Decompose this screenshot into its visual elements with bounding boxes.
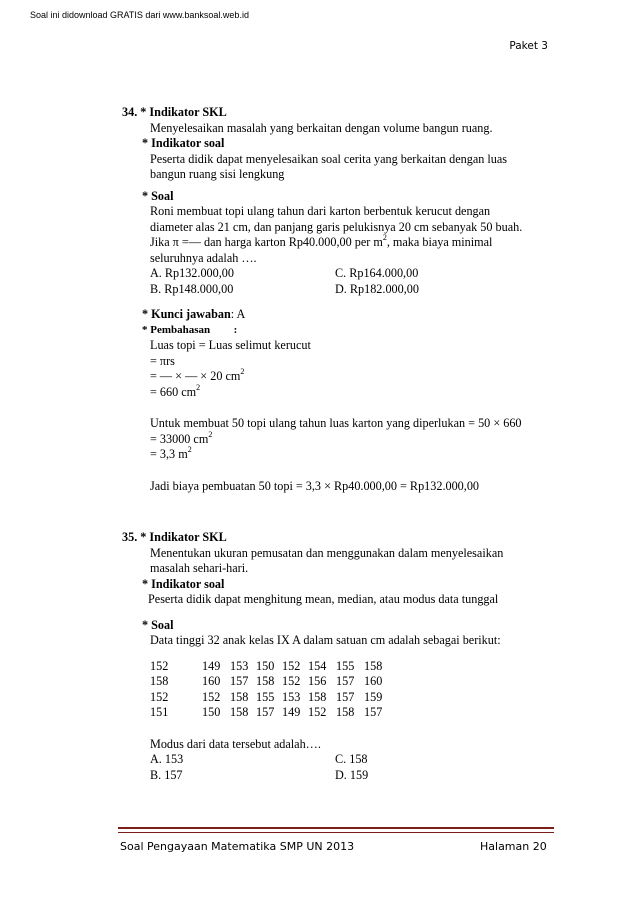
data-cell: 159 [364,689,383,704]
q34-soal-line-1: Roni membuat topi ulang tahun dari karton berbentuk kerucut dengan [150,204,491,218]
q35-skl-label: * Indikator SKL [140,530,227,544]
data-cell: 152 [150,658,169,673]
q35-indikator-text: Peserta didik dapat menghitung mean, median, atau modus data tunggal [148,592,499,606]
data-cell: 158 [364,658,383,673]
q34-skl-text: Menyelesaikan masalah yang berkaitan dengan volume bangun ruang. [150,120,493,135]
data-cell: 155 [256,689,275,704]
q34-p7-text: = 3,3 m [150,447,188,461]
q35-option-c: C. 158 [335,752,368,766]
q34-p4-text: = 660 cm [150,384,197,399]
q34-pembahasan [122,323,562,339]
data-cell: 152 [282,674,301,688]
q34-pembahasan-colon: : [233,323,238,336]
data-cell: 158 [230,689,249,704]
footer-page-number: Halaman 20 [480,840,547,853]
footer-title: Soal Pengayaan Matematika SMP UN 2013 [120,840,355,853]
data-cell: 150 [256,658,275,673]
q34-p3 [122,369,562,385]
data-cell: 158 [256,674,275,688]
q35-indikator-label: * Indikator soal [142,576,225,591]
data-cell: 153 [230,658,249,673]
footer-divider-thick [118,827,554,829]
q34-kunci [122,307,562,323]
data-row [122,705,562,721]
q34-option-b: B. Rp148.000,00 [150,281,234,296]
q35-options-row-2 [122,768,562,784]
data-cell: 157 [256,705,275,719]
q34-pembahasan-label: * Pembahasan [142,323,211,336]
data-cell: 160 [364,674,383,688]
q35-number: 35. [122,530,138,544]
data-cell: 158 [230,705,249,719]
q34-options-row-2 [122,282,562,298]
q34-p6-text: = 33000 cm [150,431,209,446]
q34-soal-line-3 [122,235,562,251]
q35-option-b: B. 157 [150,767,183,782]
data-cell: 154 [308,658,327,673]
q35-option-a: A. 153 [150,752,184,766]
q34-p3-text: = — × — × 20 cm [150,369,241,383]
data-cell: 149 [282,705,301,719]
q35-skl-text-2: masalah sehari-hari. [150,561,249,575]
q34-p4-sup: 2 [196,382,201,392]
q34-option-a: A. Rp132.000,00 [150,266,234,280]
data-cell: 158 [150,674,169,688]
data-cell: 158 [336,705,355,719]
q34-p2: = πrs [150,353,175,368]
q34-skl-label: * Indikator SKL [140,105,227,119]
q34-kunci-label: * Kunci jawaban [142,307,231,321]
data-cell: 152 [282,658,301,673]
q34-soal-line-4: seluruhnya adalah …. [150,250,257,265]
q34-option-d: D. Rp182.000,00 [335,281,419,296]
q35-skl-heading [122,530,562,546]
q34-p5: Untuk membuat 50 topi ulang tahun luas karton yang diperlukan = 50 × 660 [150,416,522,430]
q35-options-row-1 [122,752,562,768]
q34-p7-sup: 2 [187,445,192,454]
q34-skl-heading [122,105,562,121]
document-content [122,105,562,783]
q34-p3-sup: 2 [240,367,245,376]
q34-p4 [122,382,562,401]
q34-p6-sup: 2 [208,429,213,439]
data-row [122,674,562,690]
q34-p8: Jadi biaya pembuatan 50 topi = 3,3 × Rp40.000,00 = Rp132.000,00 [150,478,480,493]
q34-indikator-label: * Indikator soal [142,136,225,150]
data-row [122,659,562,675]
data-cell: 157 [364,705,383,719]
q34-soal-label: * Soal [142,188,174,203]
data-cell: 151 [150,705,169,719]
watermark-text: Soal ini didownload GRATIS dari www.banksoal.web.id [30,10,249,20]
data-cell: 160 [202,674,221,688]
data-cell: 157 [336,674,355,688]
q34-soal-line-3a: Jika π =— dan harga karton Rp40.000,00 per m [150,235,383,249]
data-cell: 156 [308,674,327,688]
data-cell: 153 [282,689,301,704]
data-cell: 152 [308,705,327,719]
q35-data-table [122,659,562,721]
q34-number: 34. [122,105,138,119]
q34-p7 [122,447,562,463]
q34-kunci-value: : A [230,307,246,321]
data-cell: 152 [202,689,221,704]
q34-indikator-text-1: Peserta didik dapat menyelesaikan soal cerita yang berkaitan dengan luas [150,151,508,166]
q34-soal-sup: 2 [382,233,387,242]
q35-soal-text: Data tinggi 32 anak kelas IX A dalam satuan cm adalah sebagai berikut: [150,633,501,647]
data-cell: 157 [230,674,249,688]
data-cell: 158 [308,689,327,704]
paket-label: Paket 3 [509,40,548,52]
q34-indikator-text-2: bangun ruang sisi lengkung [150,167,285,181]
q35-option-d: D. 159 [335,767,369,782]
q35-soal-label: * Soal [142,617,174,632]
data-cell: 155 [336,658,355,673]
q34-soal-line-3b: , maka biaya minimal [386,235,493,249]
data-cell: 149 [202,658,221,673]
footer-divider-thin [118,832,554,833]
q34-p1: Luas topi = Luas selimut kerucut [150,338,311,352]
q35-question: Modus dari data tersebut adalah…. [150,736,321,751]
q35-skl-text-1: Menentukan ukuran pemusatan dan menggunakan dalam menyelesaikan [150,545,504,560]
q34-option-c: C. Rp164.000,00 [335,266,419,280]
data-row [122,690,562,706]
data-cell: 150 [202,705,221,719]
q34-soal-line-2: diameter alas 21 cm, dan panjang garis pelukisnya 20 cm sebanyak 50 buah. [150,219,523,234]
data-cell: 157 [336,689,355,704]
q34-options-row-1 [122,266,562,282]
data-cell: 152 [150,689,169,704]
